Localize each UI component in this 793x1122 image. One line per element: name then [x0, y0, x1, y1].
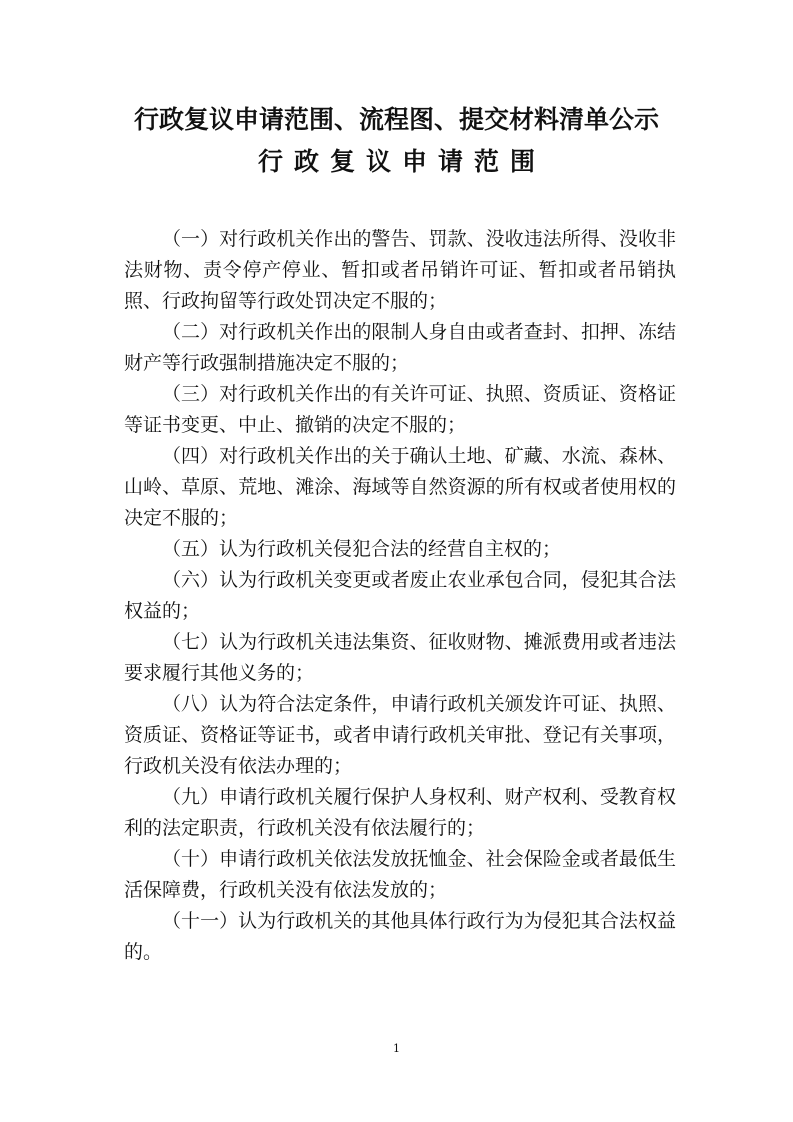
- scope-item-10: （十）申请行政机关依法发放抚恤金、社会保险金或者最低生活保障费，行政机关没有依法发放的；: [124, 848, 676, 901]
- page-number: 1: [393, 1042, 400, 1055]
- document-title: 行政复议申请范围、流程图、提交材料清单公示: [133, 105, 659, 134]
- scope-item-9: （九）申请行政机关履行保护人身权利、财产权利、受教育权利的法定职责，行政机关没有依法履行的；: [124, 786, 676, 839]
- scope-item-8: （八）认为符合法定条件，申请行政机关颁发许可证、执照、资质证、资格证等证书，或者申请行政机关审批、登记有关事项，行政机关没有依法办理的；: [124, 693, 676, 777]
- scope-list: [124, 224, 676, 968]
- scope-item-5: （五）认为行政机关侵犯合法的经营自主权的；: [162, 538, 562, 560]
- scope-item-6: （六）认为行政机关变更或者废止农业承包合同，侵犯其合法权益的；: [124, 569, 676, 622]
- scope-item-4: （四）对行政机关作出的关于确认土地、矿藏、水流、森林、山岭、草原、荒地、滩涂、海域等自然资源的所有权或者使用权的决定不服的；: [124, 445, 676, 529]
- scope-item-11: （十一）认为行政机关的其他具体行政行为为侵犯其合法权益的。: [124, 910, 676, 963]
- scope-item-3: （三）对行政机关作出的有关许可证、执照、资质证、资格证等证书变更、中止、撤销的决定不服的；: [124, 383, 676, 436]
- section-title: 行政复议申请范围: [257, 147, 546, 176]
- scope-item-7: （七）认为行政机关违法集资、征收财物、摊派费用或者违法要求履行其他义务的；: [124, 631, 676, 684]
- scope-item-2: （二）对行政机关作出的限制人身自由或者查封、扣押、冻结财产等行政强制措施决定不服的；: [124, 321, 676, 374]
- scope-item-1: （一）对行政机关作出的警告、罚款、没收违法所得、没收非法财物、责令停产停业、暂扣或者吊销许可证、暂扣或者吊销执照、行政拘留等行政处罚决定不服的；: [124, 228, 676, 312]
